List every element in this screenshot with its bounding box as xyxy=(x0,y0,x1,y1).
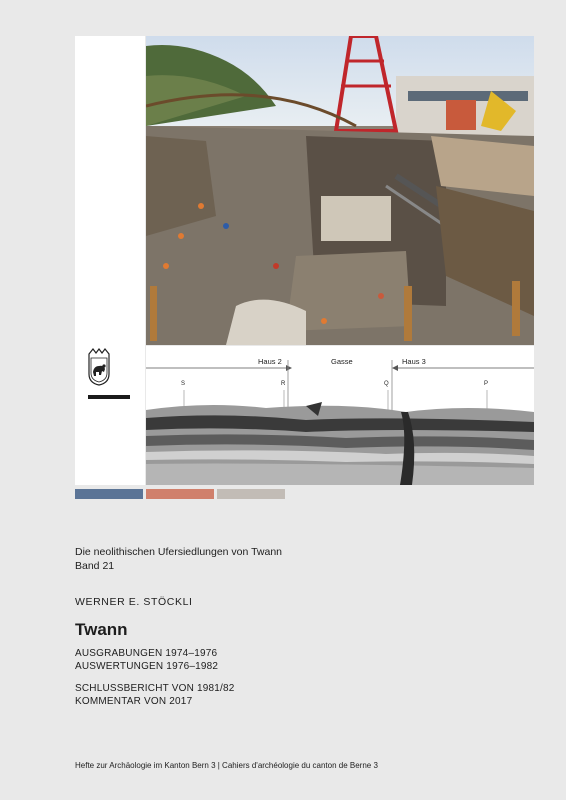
author-name: WERNER E. STÖCKLI xyxy=(75,596,193,608)
series-name: Die neolithischen Ufersiedlungen von Twann xyxy=(75,546,283,558)
label-haus-2: Haus 2 xyxy=(258,357,282,366)
book-title: Twann xyxy=(75,620,128,639)
stratigraphy-profile xyxy=(146,346,534,485)
series-volume: Band 21 xyxy=(75,560,115,572)
label-r: R xyxy=(281,381,286,387)
bern-coat-of-arms-icon xyxy=(88,348,110,386)
label-p: P xyxy=(484,381,489,387)
color-swatch-blue xyxy=(75,489,143,499)
crest-underline xyxy=(88,395,130,399)
label-haus-3: Haus 3 xyxy=(402,357,426,366)
publisher-series-footer: Hefte zur Archäologie im Kanton Bern 3 | Cahiers d'archéologie du canton de Berne 3 xyxy=(75,761,378,770)
subtitle-excavations xyxy=(75,648,218,673)
label-gasse: Gasse xyxy=(331,357,353,366)
label-q: Q xyxy=(384,381,389,387)
series-title xyxy=(75,545,282,573)
subtitle-line: AUSGRABUNGEN 1974–1976 xyxy=(75,648,218,659)
subtitle-line: SCHLUSSBERICHT VON 1981/82 xyxy=(75,683,235,694)
color-swatch-grey xyxy=(217,489,285,499)
subtitle-report xyxy=(75,683,235,708)
subtitle-line: KOMMENTAR VON 2017 xyxy=(75,695,193,707)
label-s: S xyxy=(181,381,186,387)
subtitle-line: AUSWERTUNGEN 1976–1982 xyxy=(75,660,219,672)
white-side-panel xyxy=(75,36,145,485)
excavation-photo xyxy=(146,36,534,345)
color-swatch-red xyxy=(146,489,214,499)
